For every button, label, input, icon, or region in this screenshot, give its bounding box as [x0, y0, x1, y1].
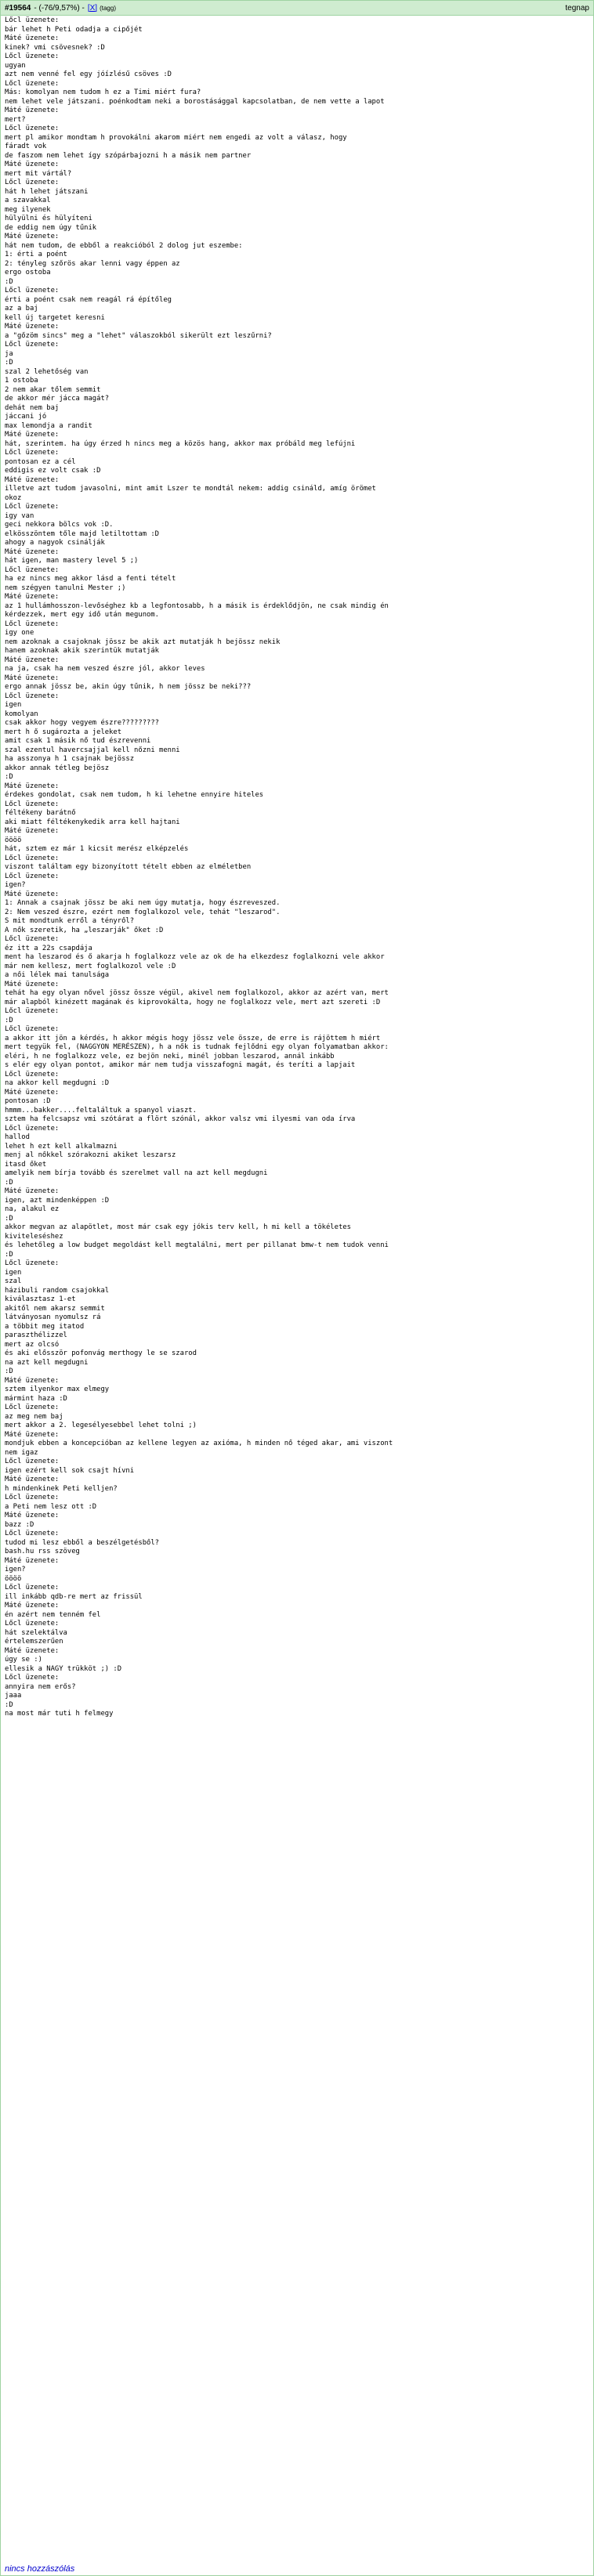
chat-line: és aki elősször pofonvág merthogy le se szarod — [5, 1349, 197, 1357]
chat-line: Lőcl üzenete: — [5, 1007, 60, 1015]
chat-line: S mit mondtunk erről a tényről? — [5, 917, 135, 925]
chat-line: igen, azt mindenképpen :D — [5, 1196, 110, 1205]
chat-line: hmmm...bakker....feltaláltuk a spanyol viaszt. — [5, 1106, 197, 1115]
chat-line: kiviteleséshez — [5, 1232, 63, 1241]
chat-line: Lőcl üzenete: — [5, 1458, 60, 1465]
chat-line: mert? — [5, 115, 26, 124]
chat-line: Lőcl üzenete: — [5, 620, 60, 628]
chat-line: tudod mi lesz ebből a beszélgetésből? — [5, 1538, 160, 1547]
quote-footer — [5, 2564, 74, 2574]
chat-line: érdekes gondolat, csak nem tudom, h ki lehetne ennyire hiteles — [5, 791, 264, 799]
chat-line: 1: érti a poént — [5, 251, 67, 258]
chat-line: 2: tényleg szőrös akar lenni vagy éppen az — [5, 259, 180, 268]
chat-line: házibuli random csajokkal — [5, 1286, 110, 1295]
chat-line: Máté üzenete: — [5, 1512, 60, 1519]
chat-line: aki miatt féltékenykedik arra kell hajtani — [5, 818, 180, 826]
chat-line: bash.hu rss szöveg — [5, 1548, 80, 1555]
chat-line: max lemondja a randit — [5, 421, 92, 430]
chat-line: mert az olcsó — [5, 1340, 60, 1349]
chat-line: sztem ilyenkor max elmegy — [5, 1386, 110, 1393]
chat-line: ja — [5, 349, 13, 358]
chat-line: igen — [5, 701, 22, 709]
chat-line: szal — [5, 1277, 22, 1285]
chat-line: Lőcl üzenete: — [5, 449, 60, 457]
chat-line: na, alakul ez — [5, 1205, 60, 1213]
chat-line: jáccani jó — [5, 413, 47, 421]
chat-line: kinek? vmi csövesnek? :D — [5, 43, 105, 52]
chat-line: Lőcl üzenete: — [5, 872, 60, 880]
chat-line: ha asszonya h 1 csajnak bejössz — [5, 755, 135, 763]
chat-line: Lőcl üzenete: — [5, 1674, 60, 1682]
chat-line: hanem azoknak akik szerintük mutatják — [5, 647, 160, 655]
chat-line: nem igaz — [5, 1448, 38, 1457]
chat-line: :D — [5, 1367, 13, 1375]
chat-line: :D — [5, 1700, 13, 1709]
chat-line: Máté üzenete: — [5, 1476, 60, 1483]
chat-line: ment ha leszarod és ő akarja h foglalkozz vele az ok de ha elkezdesz foglalkozni vele akkor — [5, 953, 385, 961]
chat-line: Lőcl üzenete: — [5, 1530, 60, 1537]
chat-line: és lehetőleg a low budget megoldást kell megtalálni, mert per pillanat bmw-t nem tudok venni — [5, 1241, 389, 1249]
chat-line: igy one — [5, 629, 34, 637]
chat-line: Máté üzenete: — [5, 1376, 60, 1385]
quote-score[interactable]: - (-76/9,57%) - — [34, 3, 85, 13]
comments-link[interactable]: nincs hozzászólás — [5, 2564, 75, 2574]
chat-line: Lőcl üzenete: — [5, 1584, 60, 1591]
chat-line: kell új targetet keresni — [5, 313, 105, 322]
chat-line: Máté üzenete: — [5, 431, 60, 439]
chat-line: értelemszerűen — [5, 1638, 63, 1646]
chat-line: komolyan — [5, 710, 38, 718]
chat-line: amit csak 1 másik nő tud észrevenni — [5, 737, 151, 745]
flag-link[interactable]: (tagg) — [100, 4, 116, 12]
chat-line: tehát ha egy olyan nővel jössz össze végül, akivel nem foglalkozol, akkor az azért van, mert — [5, 989, 389, 997]
chat-line: Lőcl üzenete: — [5, 52, 60, 60]
chat-line: Lőcl üzenete: — [5, 1494, 60, 1501]
chat-line: 1 ostoba — [5, 377, 38, 385]
chat-line: Máté üzenete: — [5, 980, 60, 988]
chat-line: hallod — [5, 1133, 30, 1141]
chat-line: szal ezentul havercsajjal kell nőzni menni — [5, 746, 180, 754]
chat-line: :D — [5, 1214, 13, 1223]
chat-line: igen? — [5, 1566, 26, 1573]
chat-line: Máté üzenete: — [5, 1646, 60, 1655]
chat-line: a szavakkal — [5, 197, 51, 204]
chat-line: sztem ha felcsapsz vmi szótárat a flört szónál, akkor valsz vmi ilyesmi van oda írva — [5, 1115, 356, 1123]
chat-line: Máté üzenete: — [5, 593, 60, 601]
chat-line: hát, sztem ez már 1 kicsit merész elképzelés — [5, 845, 189, 853]
chat-line: Máté üzenete: — [5, 782, 60, 790]
chat-line: Lőcl üzenete: — [5, 1404, 60, 1411]
chat-line: Lőcl üzenete: — [5, 503, 60, 511]
chat-line: menj al nőkkel szórakozni akiket leszarsz — [5, 1151, 176, 1159]
chat-line: mert pl amikor mondtam h provokálni akarom miért nem engedi az volt a válasz, hogy — [5, 133, 347, 142]
chat-line: Lőcl üzenete: — [5, 800, 60, 808]
chat-line: de faszom nem lehet így szópárbajozni h a másik nem partner — [5, 151, 252, 160]
chat-line: Máté üzenete: — [5, 827, 60, 835]
chat-line: Máté üzenete: — [5, 890, 60, 898]
chat-line: :D — [5, 1178, 13, 1187]
chat-line: már alapból kinézett magának és kiprovokálta, hogy ne foglalkozz vele, mert azt szereti :D — [5, 998, 381, 1006]
chat-line: elkösszöntem tőle majd letiltottam :D — [5, 529, 160, 538]
chat-line: Máté üzenete: — [5, 674, 60, 682]
chat-line: Máté üzenete: — [5, 1430, 60, 1439]
chat-line: az a baj — [5, 305, 38, 313]
chat-line: 2 nem akar tőlem semmit — [5, 385, 101, 394]
chat-line: de akkor mér jácca magát? — [5, 395, 110, 403]
chat-line: h mindenkinek Peti kelljen? — [5, 1484, 118, 1493]
chat-line: már nem kellesz, mert foglalkozol vele :D — [5, 962, 176, 970]
chat-line: hát nem tudom, de ebből a reakcióból 2 dolog jut eszembe: — [5, 241, 243, 250]
chat-line: látványosan nyomulsz rá — [5, 1313, 101, 1321]
close-button[interactable]: [X] — [87, 3, 98, 13]
chat-line: hát igen, man mastery level 5 ;) — [5, 557, 139, 565]
chat-line: Máté üzenete: — [5, 475, 60, 484]
chat-line: mert mit vártál? — [5, 169, 72, 178]
chat-line: :D — [5, 1016, 13, 1024]
chat-line: az meg nem baj — [5, 1412, 63, 1421]
chat-line: Máté üzenete: — [5, 656, 60, 664]
chat-line: na azt kell megdugni — [5, 1358, 89, 1367]
chat-line: Lőcl üzenete: — [5, 692, 60, 700]
chat-line: én azért nem tenném fel — [5, 1610, 101, 1619]
chat-line: Lőcl üzenete: — [5, 16, 60, 24]
chat-line: a Peti nem lesz ott :D — [5, 1502, 97, 1511]
chat-line: fáradt vok — [5, 143, 47, 150]
chat-line: Máté üzenete: — [5, 547, 60, 556]
chat-line: s elér egy olyan pontot, amikor már nem tudja visszafogni magát, és teríti a lapjait — [5, 1061, 356, 1069]
chat-line: ahogy a nagyok csinálják — [5, 539, 105, 547]
chat-line: Máté üzenete: — [5, 1088, 60, 1097]
chat-line: hát szelektálva — [5, 1628, 67, 1637]
chat-line: Lőcl üzenete: — [5, 79, 60, 88]
chat-line: ergo annak jössz be, akin úgy tűnik, h nem jössz be neki??? — [5, 683, 252, 691]
chat-line: :D — [5, 773, 13, 781]
quote-id[interactable]: #19564 — [5, 3, 31, 13]
chat-line: Máté üzenete: — [5, 233, 60, 240]
chat-line: igen? — [5, 881, 26, 889]
chat-line: mert akkor a 2. legesélyesebbel lehet tolni ;) — [5, 1422, 197, 1429]
chat-line: viszont találtam egy bizonyított tételt ebben az elméletben — [5, 863, 252, 871]
chat-line: Lőcl üzenete: — [5, 1259, 60, 1267]
chat-line: igen — [5, 1268, 22, 1277]
chat-line: szal 2 lehetőség van — [5, 367, 89, 376]
chat-line: csak akkor hogy vegyem észre????????? — [5, 719, 160, 727]
chat-line: meg ilyenek — [5, 205, 51, 214]
chat-line: Lőcl üzenete: — [5, 854, 60, 862]
chat-line: Lőcl üzenete: — [5, 935, 60, 943]
chat-line: ugyan — [5, 61, 26, 70]
chat-line: éz itt a 22s csapdája — [5, 944, 92, 952]
chat-line: ill inkább qdb-re mert az frissül — [5, 1592, 143, 1601]
chat-line: ellesik a NAGY trükköt ;) :D — [5, 1664, 122, 1673]
chat-line: na ja, csak ha nem veszed észre jól, akkor leves — [5, 665, 205, 673]
chat-line: jaaa — [5, 1692, 22, 1700]
chat-line: a női lélek mai tanulsága — [5, 971, 110, 979]
chat-line: 2: Nem veszed észre, ezért nem foglalkozol vele, tehát "leszarod". — [5, 908, 281, 916]
chat-line: ergo ostoba — [5, 269, 51, 276]
chat-line: Máté üzenete: — [5, 1602, 60, 1610]
chat-line: Máté üzenete: — [5, 34, 60, 42]
chat-line: :D — [5, 277, 13, 286]
chat-line: bár lehet h Peti odadja a cipőjét — [5, 25, 143, 34]
chat-line: okoz — [5, 493, 22, 502]
quote-date: tegnap — [565, 3, 589, 13]
chat-line: bazz :D — [5, 1520, 34, 1529]
chat-line: mert tegyük fel, (NAGGYON MERÉSZEN), h a nők is tudnak fejlődni egy olyan folyamatban akkor: — [5, 1043, 389, 1051]
chat-line: igen ezért kell sok csajt hívni — [5, 1466, 135, 1475]
chat-line: :D — [5, 359, 13, 367]
chat-line: eléri, h ne foglalkozz vele, ez bejön neki, minél jobban leszarod, annál inkább — [5, 1052, 335, 1060]
chat-line: Lőcl üzenete: — [5, 1025, 60, 1033]
chat-line: pontosan ez a cél — [5, 457, 76, 466]
chat-line: lehet h ezt kell alkalmazni — [5, 1142, 118, 1151]
chat-line: illetve azt tudom javasolni, mint amit Lszer te mondtál nekem: addig csináld, amíg örömet — [5, 485, 376, 493]
chat-line: Más: komolyan nem tudom h ez a Timi miért fura? — [5, 89, 201, 96]
chat-line: hát, szerintem. ha úgy érzed h nincs meg a közös hang, akkor max próbáld meg lefújni — [5, 439, 356, 448]
chat-line: Lőcl üzenete: — [5, 1124, 60, 1133]
chat-line: kiválasztasz 1-et — [5, 1295, 76, 1303]
chat-line: na most már tuti h felmegy — [5, 1710, 114, 1718]
chat-line: öööö — [5, 1574, 22, 1583]
chat-line: Lőcl üzenete: — [5, 1620, 60, 1628]
chat-line: úgy se :) — [5, 1656, 42, 1664]
chat-line: azt nem venné fel egy jóízlésű csöves :D — [5, 70, 172, 78]
chat-line: Máté üzenete: — [5, 323, 60, 331]
chat-line: mert h ő sugározta a jeleket — [5, 728, 122, 736]
chat-line: Máté üzenete: — [5, 107, 60, 114]
chat-line: Lőcl üzenete: — [5, 125, 60, 132]
chat-line: nem lehet vele játszani. poénkodtam neki a borostásággal kapcsolatban, de nem vette a lapot — [5, 97, 385, 106]
chat-line: Lőcl üzenete: — [5, 1070, 60, 1078]
chat-line: akkor megvan az alapötlet, most már csak egy jókis terv kell, h mi kell a tökéletes — [5, 1223, 351, 1231]
chat-line: mármint haza :D — [5, 1394, 67, 1403]
chat-line: akkor annak tétleg bejösz — [5, 764, 110, 772]
chat-line: Máté üzenete: — [5, 161, 60, 168]
quote-header — [1, 1, 593, 16]
chat-line: Lőcl üzenete: — [5, 341, 60, 349]
chat-line: Lőcl üzenete: — [5, 565, 60, 574]
chat-line: öööö — [5, 836, 22, 844]
chat-line: de eddig nem úgy tűnik — [5, 223, 97, 232]
chat-line: 1: Annak a csajnak jössz be aki nem úgy mutatja, hogy észreveszed. — [5, 899, 281, 907]
chat-line: mondjuk ebben a koncepcióban az kellene legyen az axióma, h minden nő téged akar, ami viszont — [5, 1440, 393, 1447]
chat-line: paraszthélizzel — [5, 1331, 67, 1339]
chat-line: az 1 hullámhosszon-levőséghez kb a legfontosabb, h a másik is érdeklődjön, ne csak mindig én — [5, 602, 389, 610]
chat-line: annyira nem erős? — [5, 1682, 76, 1691]
chat-line: érti a poént csak nem reagál rá építőleg — [5, 295, 172, 304]
chat-line: Lőcl üzenete: — [5, 179, 60, 186]
chat-line: akitől nem akarsz semmit — [5, 1304, 105, 1313]
chat-line: dehát nem baj — [5, 403, 60, 412]
chat-line: eddigis ez volt csak :D — [5, 467, 101, 475]
chat-line: itasd őket — [5, 1160, 47, 1169]
chat-line: :D — [5, 1250, 13, 1259]
chat-line: igy van — [5, 511, 34, 520]
chat-line: pontosan :D — [5, 1097, 51, 1105]
chat-line: a akkor itt jön a kérdés, h akkor mégis hogy jössz vele össze, de erre is rájöttem h miért — [5, 1034, 381, 1042]
chat-line: a "gőzöm sincs" meg a "lehet" válaszokból sikerült ezt leszűrni? — [5, 331, 272, 340]
chat-line: a többit meg itatod — [5, 1322, 85, 1331]
quote-body — [1, 16, 593, 1719]
chat-line: Lőcl üzenete: — [5, 287, 60, 294]
chat-line: hülyülni és hülyíteni — [5, 215, 92, 222]
chat-line: kérdezzek, mert egy idő után megunom. — [5, 611, 160, 619]
chat-line: ha ez nincs meg akkor lásd a fenti tételt — [5, 575, 176, 583]
chat-line: nem azoknak a csajoknak jössz be akik azt mutatják h bejössz nekik — [5, 638, 281, 646]
chat-line: féltékeny barátnő — [5, 809, 76, 817]
chat-line: Máté üzenete: — [5, 1556, 60, 1565]
chat-line: hát h lehet játszani — [5, 187, 89, 196]
chat-line: amelyik nem bírja tovább és szerelmet vall na azt kell megdugni — [5, 1169, 268, 1177]
chat-line: A nők szeretik, ha „leszarják" őket :D — [5, 926, 164, 934]
chat-line: nem szégyen tanulni Mester ;) — [5, 583, 126, 592]
chat-line: na akkor kell megdugni :D — [5, 1079, 110, 1087]
chat-line: geci nekkora bölcs vok :D. — [5, 521, 114, 529]
chat-line: Máté üzenete: — [5, 1187, 60, 1195]
